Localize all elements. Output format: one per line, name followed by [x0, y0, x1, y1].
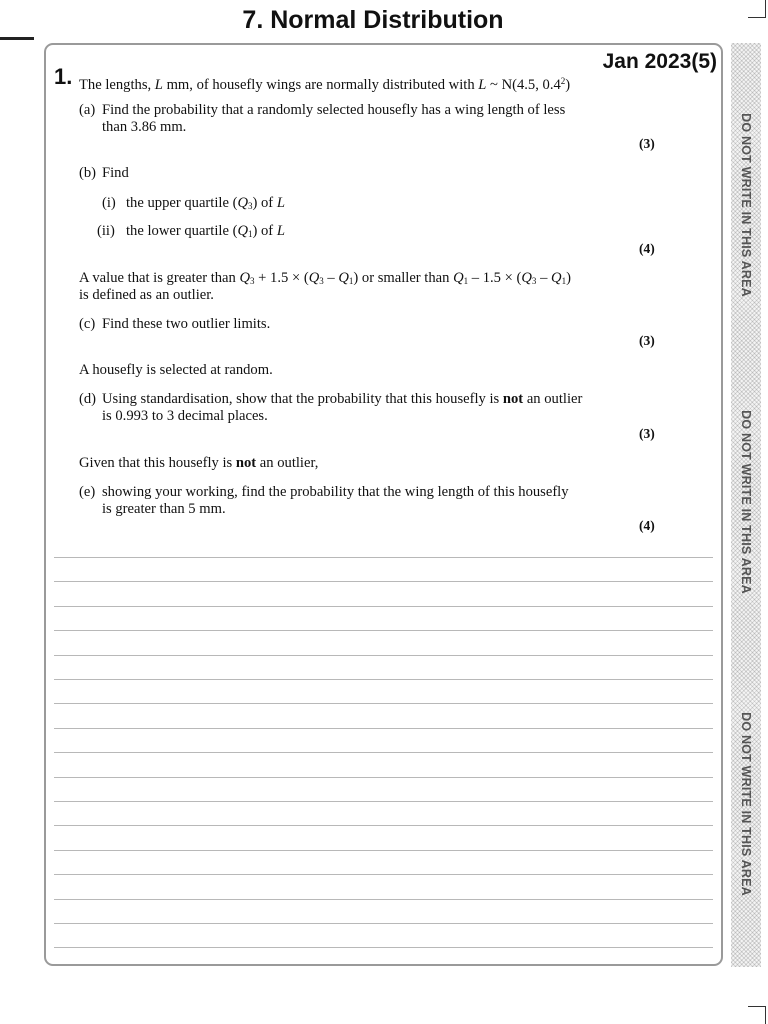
- answer-line[interactable]: [54, 801, 713, 802]
- margin-notice-2: DO NOT WRITE IN THIS AREA: [739, 410, 753, 594]
- part-b-ii-text: the lower quartile $(Q_1)$ of L: [126, 223, 285, 239]
- part-d-line1: Using standardisation, show that the probability that this housefly is not an outlier: [102, 391, 583, 407]
- page-title: 7. Normal Distribution: [242, 6, 504, 34]
- answer-line[interactable]: [54, 630, 713, 631]
- part-c-text: Find these two outlier limits.: [102, 316, 271, 332]
- outlier-definition-line1: A value that is greater than $Q_3 + 1.5 \times (Q_3 - Q_1)$ or smaller than $Q_1 - 1.5 \times (Q_3 - Q_1)$: [79, 270, 571, 286]
- part-d-label: (d): [79, 391, 97, 407]
- answer-line[interactable]: [54, 752, 713, 753]
- part-e-line1: showing your working, find the probability that the wing length of this housefly: [102, 484, 569, 500]
- answer-line[interactable]: [54, 825, 713, 826]
- answer-line[interactable]: [54, 679, 713, 680]
- answer-line[interactable]: [54, 874, 713, 875]
- part-e-marks: (4): [639, 518, 655, 533]
- part-c-label: (c): [79, 316, 96, 332]
- part-a-line1: Find the probability that a randomly selected housefly has a wing length of less: [102, 102, 566, 118]
- outlier-definition-line2: is defined as an outlier.: [79, 287, 214, 303]
- answer-line[interactable]: [54, 557, 713, 558]
- crop-mark-bottom-right-h: [748, 1006, 766, 1007]
- answer-line[interactable]: [54, 923, 713, 924]
- question-number: 1.: [54, 64, 73, 89]
- answer-line[interactable]: [54, 728, 713, 729]
- part-b-marks: (4): [639, 241, 655, 256]
- answer-line[interactable]: [54, 606, 713, 607]
- answer-line[interactable]: [54, 899, 713, 900]
- answer-line[interactable]: [54, 581, 713, 582]
- part-d-marks: (3): [639, 426, 655, 441]
- part-a-marks: (3): [639, 136, 655, 151]
- part-a-label: (a): [79, 102, 96, 118]
- part-e-label: (e): [79, 484, 96, 500]
- part-a-line2: than 3.86 mm.: [102, 119, 187, 135]
- header-rule: [0, 37, 34, 40]
- crop-mark-top-right-h: [748, 17, 766, 18]
- part-d-line2: is 0.993 to 3 decimal places.: [102, 408, 268, 424]
- crop-mark-top-right: [765, 0, 766, 18]
- part-b-label: (b): [79, 165, 97, 181]
- answer-line[interactable]: [54, 947, 713, 948]
- answer-line[interactable]: [54, 703, 713, 704]
- random-selection-text: A housefly is selected at random.: [79, 362, 273, 378]
- answer-line[interactable]: [54, 850, 713, 851]
- answer-line[interactable]: [54, 777, 713, 778]
- answer-line[interactable]: [54, 655, 713, 656]
- part-b-i-text: the upper quartile $(Q_3)$ of L: [126, 195, 285, 211]
- given-condition: Given that this housefly is not an outlier,: [79, 455, 319, 471]
- question-intro: The lengths, L mm, of housefly wings are normally distributed with L ~ N(4.5, $0.4^2$): [79, 76, 571, 93]
- part-b-i-label: (i): [102, 195, 116, 211]
- exam-session: Jan 2023(5): [602, 50, 717, 73]
- part-c-marks: (3): [639, 333, 655, 348]
- margin-notice-1: DO NOT WRITE IN THIS AREA: [739, 113, 753, 297]
- crop-mark-bottom-right: [765, 1006, 766, 1024]
- part-e-line2: is greater than 5 mm.: [102, 501, 226, 517]
- part-b-text: Find: [102, 165, 129, 181]
- part-b-ii-label: (ii): [97, 223, 115, 239]
- margin-notice-3: DO NOT WRITE IN THIS AREA: [739, 712, 753, 896]
